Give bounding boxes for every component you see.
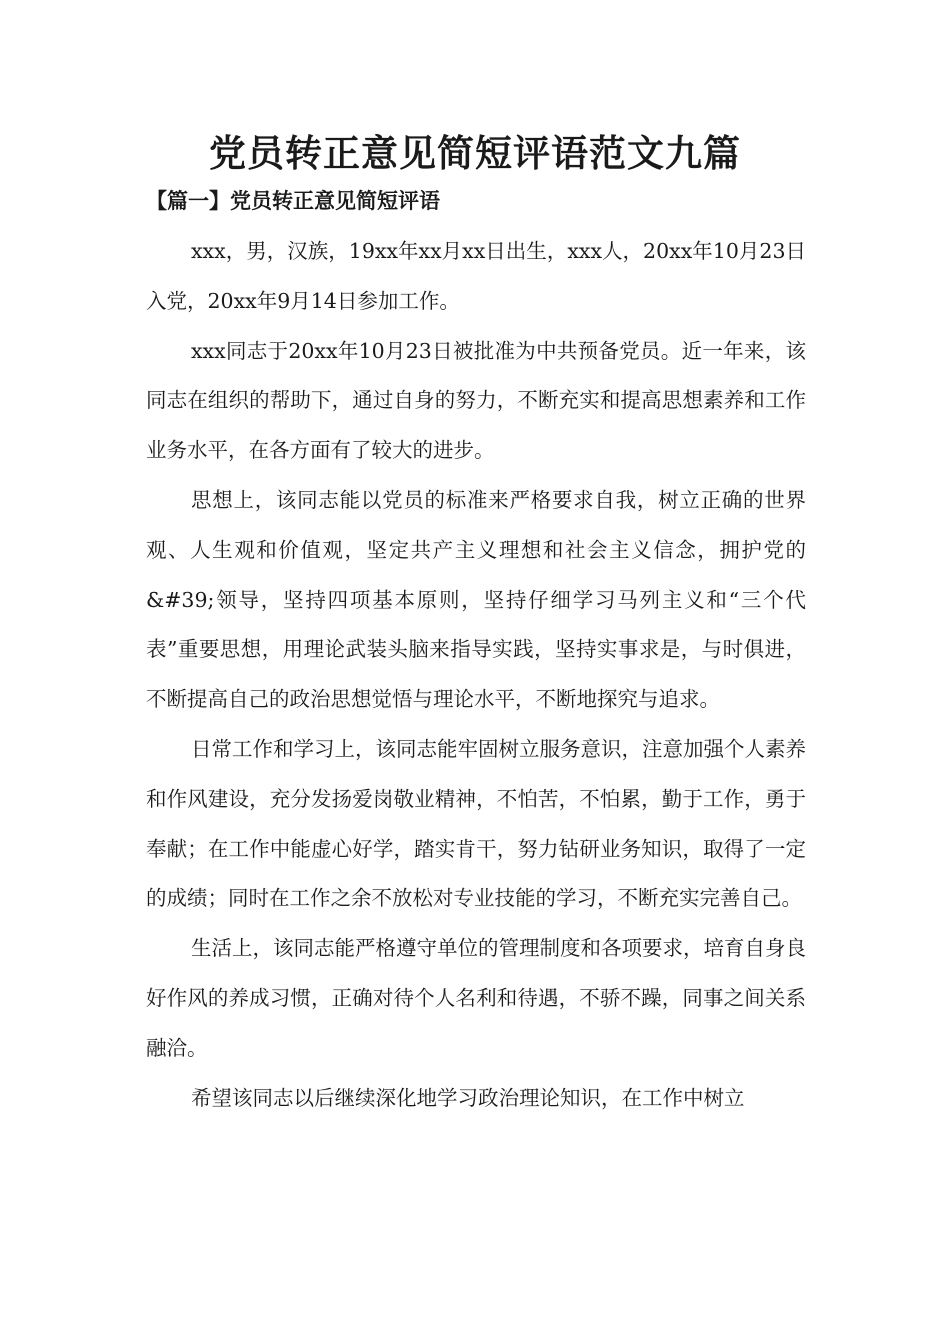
section-heading: 【篇一】党员转正意见简短评语 <box>146 188 440 213</box>
paragraph: 日常工作和学习上，该同志能牢固树立服务意识，注意加强个人素养和作风建设，充分发扬爱岗敬业精神，不怕苦，不怕累，勤于工作，勇于奉献；在工作中能虚心好学，踏实肯干，努力钻研业务知识，取得了一定的成绩；同时在工作之余不放松对专业技能的学习，不断充实完善自己。 <box>146 736 806 911</box>
document-title: 党员转正意见简短评语范文九篇 <box>209 132 741 175</box>
document-body <box>146 227 806 1123</box>
paragraph: xxx，男，汉族，19xx年xx月xx日出生，xxx人，20xx年10月23日入党，20xx年9月14日参加工作。 <box>146 239 806 313</box>
paragraph: 希望该同志以后继续深化地学习政治理论知识，在工作中树立 <box>191 1085 745 1110</box>
paragraph: 思想上，该同志能以党员的标准来严格要求自我，树立正确的世界观、人生观和价值观，坚定共产主义理想和社会主义信念，拥护党的&#39;领导，坚持四项基本原则，坚持仔细学习马列主义和“三个代表”重要思想，用理论武装头脑来指导实践，坚持实事求是，与时俱进，不断提高自己的政治思想觉悟与理论水平，不断地探究与追求。 <box>146 487 806 712</box>
paragraph: xxx同志于20xx年10月23日被批准为中共预备党员。近一年来，该同志在组织的帮助下，通过自身的努力，不断充实和提高思想素养和工作业务水平，在各方面有了较大的进步。 <box>146 338 806 463</box>
paragraph: 生活上，该同志能严格遵守单位的管理制度和各项要求，培育自身良好作风的养成习惯，正确对待个人名利和待遇，不骄不躁，同事之间关系融洽。 <box>146 936 806 1060</box>
